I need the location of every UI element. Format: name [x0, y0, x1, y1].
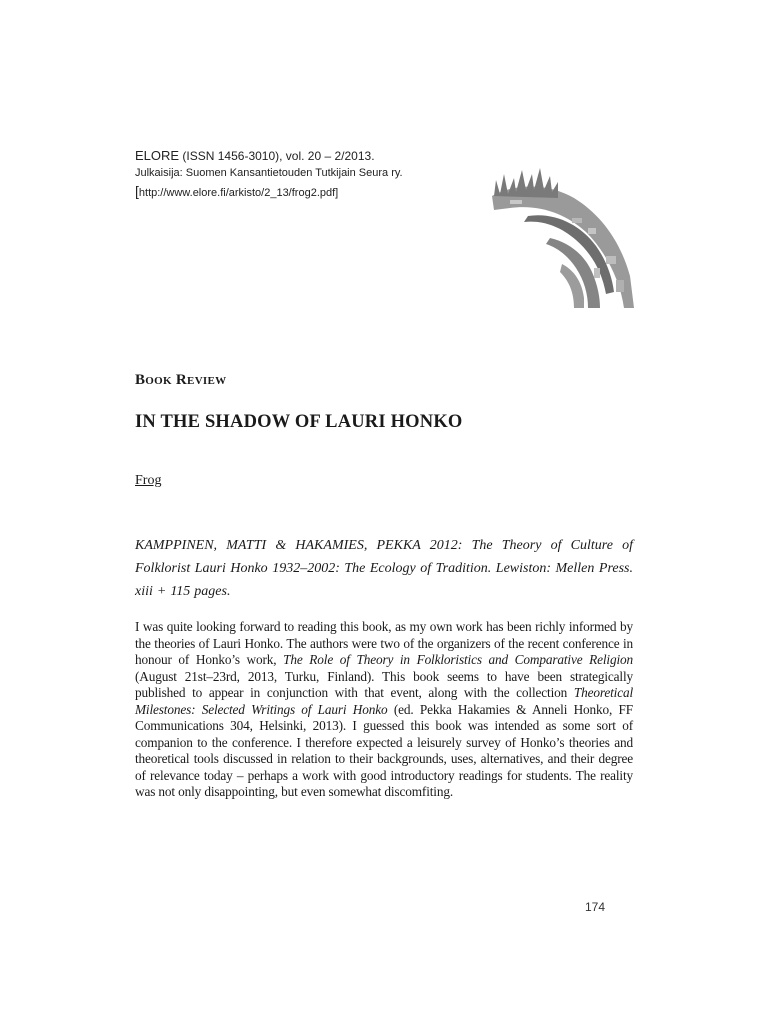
- article-url[interactable]: http://www.elore.fi/arkisto/2_13/frog2.pdf: [138, 187, 336, 199]
- issn-volume: (ISSN 1456-3010), vol. 20 – 2/2013.: [179, 149, 375, 163]
- url-open-bracket: [: [135, 183, 139, 199]
- journal-header: [135, 148, 403, 202]
- author-name[interactable]: Frog: [135, 473, 162, 488]
- conference-title: The Role of Theory in Folkloristics and Comparative Religion: [283, 652, 633, 667]
- body-text-part: I was quite looking forward to reading this book, as my own work has been richly informed by the theories of Lauri Honko. The authors were two of the organizers of the recent conference in honour of Honko’s work,: [135, 619, 633, 667]
- journal-issue-line: [135, 148, 403, 164]
- publisher-line: Julkaisija: Suomen Kansantietouden Tutkijain Seura ry.: [135, 167, 403, 179]
- reviewed-book-citation: KAMPPINEN, MATTI & HAKAMIES, PEKKA 2012: The Theory of Culture of Folklorist Lauri Honko 1932–2002: The Ecology of Tradition. Lewiston: Mellen Press. xiii + 115 pages.: [135, 538, 633, 599]
- journal-name: ELORE: [135, 148, 180, 163]
- body-text-part: (August 21st–23rd, 2013, Turku, Finland). This book seems to have been strategically published to appear in conjunction with that event, along with the collection: [135, 668, 633, 700]
- review-body-paragraph: [135, 619, 633, 801]
- body-text-part: (ed. Pekka Hakamies & Anneli Honko, FF Communications 304, Helsinki, 2013). I guessed this book was intended as some sort of companion to the conference. I therefore expected a leisurely survey of Honko’s theories and theoretical tools discussed in relation to their backgrounds, uses, alternatives, and their degree of relevance today – perhaps a work with good introductory readings for students. The reality was not only disappointing, but even somewhat discomfiting.: [135, 701, 633, 799]
- url-close-bracket: ]: [335, 187, 339, 199]
- url-line: [135, 182, 403, 202]
- collection-title: Theoretical Milestones: Selected Writings of Lauri Honko: [135, 685, 633, 717]
- elore-antler-logo-icon: [488, 168, 636, 310]
- section-label: Book Review: [135, 372, 227, 388]
- article-title: IN THE SHADOW OF LAURI HONKO: [135, 412, 463, 432]
- page-number: 174: [585, 900, 606, 914]
